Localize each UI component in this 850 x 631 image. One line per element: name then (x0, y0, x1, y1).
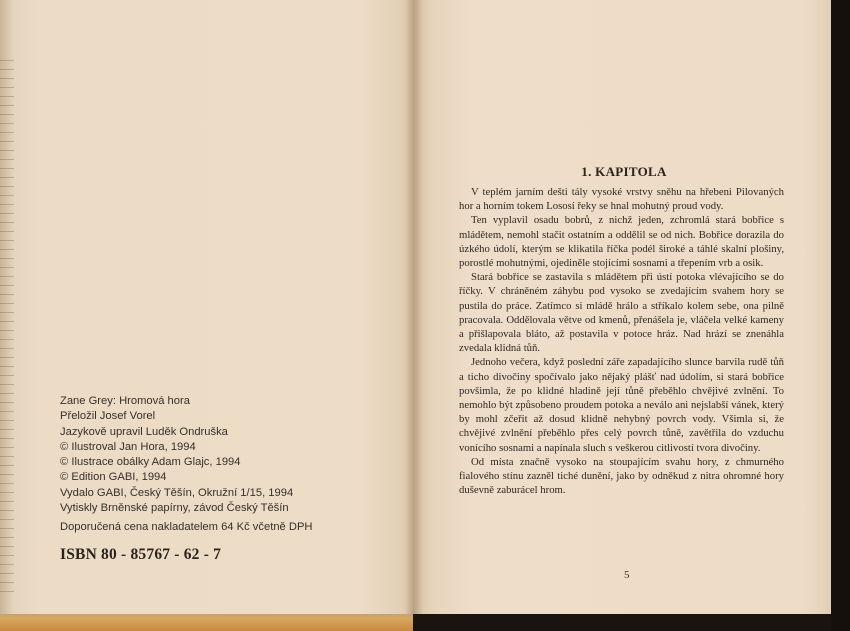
body-text (459, 185, 784, 497)
binding-edge (0, 60, 14, 600)
background-right (831, 0, 850, 631)
imprint-block (60, 394, 390, 516)
imprint-line: Přeložil Josef Vorel (60, 410, 156, 423)
paragraph: Jednoho večera, když poslední záře zapadajícího slunce barvila rudě tůň a ticho divočiny spočívalo jako nějaký plášť nad údolím, si stará bobřice povšimla, že po klidné hladině její tůně přeběhlo chvějivé zvlnění. To nemohlo být způsobeno proudem potoka a neválo ani nejslabší vánek, který by mohl zčeřit až dosud klidně nehybný povrch vody. Všimla si, že chvějivé zvlnění přeběhlo přes celý povrch tůně, zavětřila do vzduchu vonícího sosnami a napínala sluch s veškerou citlivostí tvora divočiny. (459, 356, 784, 454)
imprint-line: Jazykově upravil Luděk Ondruška (60, 425, 228, 438)
paragraph: Ten vyplavil osadu bobrů, z nichž jeden, zchromlá stará bobřice s mládětem, nemohl stačit ostatním a oddělil se od nich. Bobřice dorazila do úzkého údolí, kterým se klikatila říčka podél široké a táhlé skalní plošiny, porostlé mohutnými, ojediněle stojícími sosnami a třepením vrb a osik. (459, 214, 784, 270)
imprint-line: Vytiskly Brněnské papírny, závod Český Těšín (60, 502, 289, 515)
chapter-title: 1. KAPITOLA (581, 164, 667, 179)
page-number: 5 (624, 569, 630, 581)
imprint-line: Vydalo GABI, Český Těšín, Okružní 1/15, 1994 (60, 486, 294, 499)
background-bottom (413, 614, 850, 631)
imprint-line: Zane Grey: Hromová hora (60, 395, 190, 407)
imprint-line: © Ilustrace obálky Adam Glajc, 1994 (60, 456, 241, 469)
paragraph: Stará bobřice se zastavila s mládětem při ústí potoka vlévajícího se do říčky. V chráněném záhybu pod vysoko se zvedajícím svahem hory se pustila do práce. Zatímco si mládě hrálo a stříkalo kolem sebe, ona pilně pracovala. Oddělovala větve od kmenů, přenášela je, vláčela velké kameny a přišlapovala bláto, až postavila v potoce hráz. Nad hrází se znenáhla zvedala klidná tůň. (459, 271, 784, 355)
imprint-line: © Edition GABI, 1994 (60, 471, 167, 484)
cover-edge (0, 614, 413, 631)
imprint-line: © Ilustroval Jan Hora, 1994 (60, 440, 196, 453)
paragraph: Od místa značně vysoko na stoupajícím svahu hory, z chmurného fialového stínu zazněl tiché dunění, jako by odněkud z nitra ohromné hory duševně zaburácel hrom. (459, 455, 784, 497)
price-line: Doporučená cena nakladatelem 64 Kč včetně DPH (60, 521, 313, 533)
isbn: ISBN 80 - 85767 - 62 - 7 (60, 546, 222, 563)
paragraph: V teplém jarním dešti tály vysoké vrstvy sněhu na hřebeni Pilovaných hor a horním tokem Lososí řeky se hnal mohutný proud vody. (459, 186, 784, 213)
